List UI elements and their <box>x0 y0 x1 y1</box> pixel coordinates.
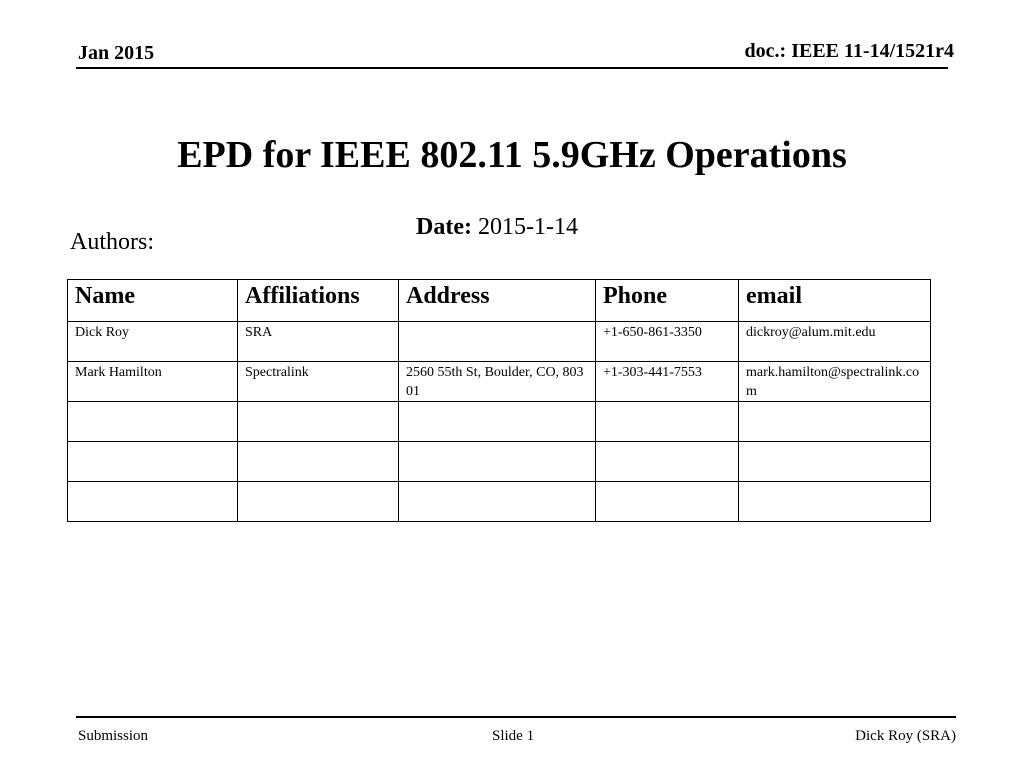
cell-email <box>739 442 931 482</box>
col-header-email: email <box>739 280 931 322</box>
col-header-phone: Phone <box>596 280 739 322</box>
cell-email: mark.hamilton@spectralink.com <box>739 362 931 402</box>
cell-affiliation: SRA <box>238 322 399 362</box>
cell-email <box>739 482 931 522</box>
cell-phone <box>596 482 739 522</box>
cell-address: 2560 55th St, Boulder, CO, 80301 <box>399 362 596 402</box>
cell-name: Mark Hamilton <box>68 362 238 402</box>
cell-address <box>399 482 596 522</box>
table-row <box>68 482 931 522</box>
table-row <box>68 362 931 402</box>
cell-name: Dick Roy <box>68 322 238 362</box>
cell-affiliation <box>238 442 399 482</box>
authors-label: Authors: <box>70 229 154 255</box>
date-value: 2015-1-14 <box>477 214 578 240</box>
table-row <box>68 402 931 442</box>
cell-name <box>68 482 238 522</box>
cell-affiliation <box>238 402 399 442</box>
cell-email: dickroy@alum.mit.edu <box>739 322 931 362</box>
col-header-affiliations: Affiliations <box>238 280 399 322</box>
table-row <box>68 322 931 362</box>
cell-affiliation: Spectralink <box>238 362 399 402</box>
cell-name <box>68 402 238 442</box>
header-date: Jan 2015 <box>78 42 155 64</box>
cell-address <box>399 442 596 482</box>
footer-author: Dick Roy (SRA) <box>855 728 956 744</box>
authors-table <box>67 279 931 522</box>
footer-slide-number: Slide 1 <box>492 728 535 744</box>
cell-phone <box>596 402 739 442</box>
cell-address <box>399 322 596 362</box>
cell-name <box>68 442 238 482</box>
cell-phone: +1-303-441-7553 <box>596 362 739 402</box>
col-header-name: Name <box>68 280 238 322</box>
date-line <box>416 214 578 241</box>
cell-phone <box>596 442 739 482</box>
header-divider <box>76 67 948 69</box>
header-doc-id: doc.: IEEE 11-14/1521r4 <box>744 40 954 62</box>
col-header-address: Address <box>399 280 596 322</box>
cell-phone: +1-650-861-3350 <box>596 322 739 362</box>
cell-email <box>739 402 931 442</box>
footer-submission: Submission <box>78 728 149 744</box>
footer-divider <box>76 716 956 718</box>
cell-affiliation <box>238 482 399 522</box>
cell-address <box>399 402 596 442</box>
table-header-row <box>68 280 931 322</box>
date-label: Date: <box>416 214 472 240</box>
slide-title: EPD for IEEE 802.11 5.9GHz Operations <box>177 134 847 176</box>
table-row <box>68 442 931 482</box>
